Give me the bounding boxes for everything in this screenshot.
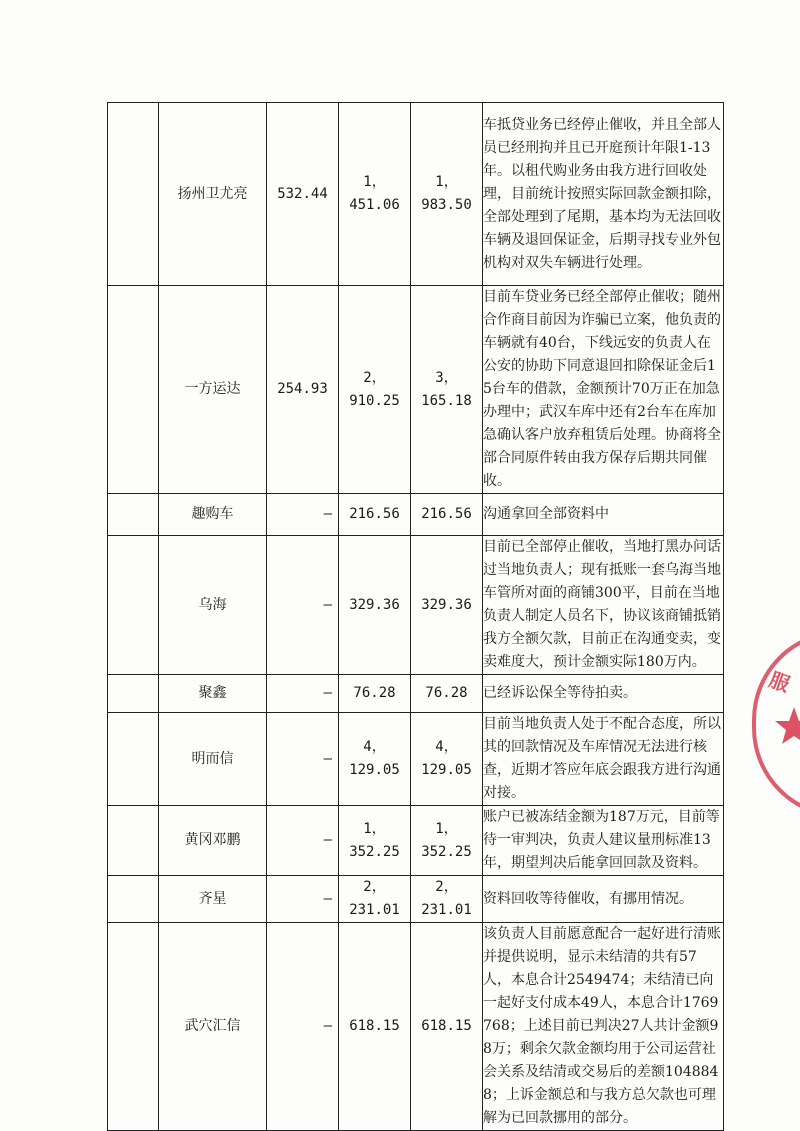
table-row [108, 923, 724, 1131]
amount-1: 254.93 [267, 286, 339, 494]
table-row [108, 536, 724, 675]
table-row [108, 286, 724, 494]
amount-total: 2，231.01 [411, 876, 483, 923]
amount-1: – [267, 806, 339, 876]
amount-total: 216.56 [411, 494, 483, 536]
amount-2: 1，352.25 [339, 806, 411, 876]
status-description: 目前当地负责人处于不配合态度，所以其的回款情况及车库情况无法进行核查，近期才答应年底会跟我方进行沟通对接。 [483, 713, 724, 806]
status-description: 沟通拿回全部资料中 [483, 494, 724, 536]
status-description: 已经诉讼保全等待拍卖。 [483, 675, 724, 713]
partner-name: 乌海 [159, 536, 267, 675]
partner-name: 武穴汇信 [159, 923, 267, 1131]
amount-2: 216.56 [339, 494, 411, 536]
status-description: 该负责人目前愿意配合一起好进行清账并提供说明，显示未结清的共有57人，本息合计2549474；未结清已向一起好支付成本49人，本息合计1769768；上述目前已判决27人共计金额98万；剩余欠款金额均用于公司运营社会关系及结清或交易后的差额1048848；上诉金额总和与我方总欠款也可理解为已回款挪用的部分。 [483, 923, 724, 1131]
blank-cell [108, 675, 159, 713]
blank-cell [108, 286, 159, 494]
seal-text: 服 [765, 667, 793, 697]
table-row [108, 806, 724, 876]
amount-total: 3，165.18 [411, 286, 483, 494]
partner-name: 黄冈邓鹏 [159, 806, 267, 876]
status-description: 目前已全部停止催收，当地打黑办问话过当地负责人；现有抵账一套乌海当地车管所对面的商铺300平，目前在当地负责人制定人员名下，协议该商铺抵销我方全额欠款，目前正在沟通变卖，变卖难度大，预计金额实际180万内。 [483, 536, 724, 675]
amount-total: 618.15 [411, 923, 483, 1131]
amount-1: – [267, 713, 339, 806]
amount-1: – [267, 675, 339, 713]
partner-name: 齐星 [159, 876, 267, 923]
amount-2: 2，910.25 [339, 286, 411, 494]
table-row [108, 494, 724, 536]
status-description: 车抵贷业务已经停止催收，并且全部人员已经刑拘并且已开庭预计年限1-13年。以租代购业务由我方进行回收处理，目前统计按照实际回款金额扣除，全部处理到了尾期，基本均为无法回收车辆及退回保证金，后期寻找专业外包机构对双失车辆进行处理。 [483, 103, 724, 286]
blank-cell [108, 536, 159, 675]
partner-name: 趣购车 [159, 494, 267, 536]
status-description: 账户已被冻结金额为187万元，目前等待一审判决，负责人建议量刑标准13年，期望判决后能拿回回款及资料。 [483, 806, 724, 876]
blank-cell [108, 713, 159, 806]
status-description: 资料回收等待催收，有挪用情况。 [483, 876, 724, 923]
table-row [108, 713, 724, 806]
amount-1: – [267, 494, 339, 536]
amount-2: 618.15 [339, 923, 411, 1131]
table-row [108, 876, 724, 923]
amount-total: 329.36 [411, 536, 483, 675]
amount-total: 1，983.50 [411, 103, 483, 286]
amount-1: 532.44 [267, 103, 339, 286]
company-seal [752, 630, 800, 818]
partner-name: 明而信 [159, 713, 267, 806]
blank-cell [108, 923, 159, 1131]
amount-total: 4，129.05 [411, 713, 483, 806]
amount-total: 1，352.25 [411, 806, 483, 876]
blank-cell [108, 103, 159, 286]
amount-2: 2，231.01 [339, 876, 411, 923]
amount-2: 76.28 [339, 675, 411, 713]
amount-2: 329.36 [339, 536, 411, 675]
partner-name: 扬州卫尤亮 [159, 103, 267, 286]
amount-1: – [267, 536, 339, 675]
table-row [108, 675, 724, 713]
partner-name: 聚鑫 [159, 675, 267, 713]
table-row [108, 103, 724, 286]
blank-cell [108, 806, 159, 876]
blank-cell [108, 494, 159, 536]
blank-cell [108, 876, 159, 923]
status-description: 目前车贷业务已经全部停止催收；随州合作商目前因为诈骗已立案，他负责的车辆就有40台，下线远安的负责人在公安的协助下同意退回扣除保证金后15台车的借款，金额预计70万正在加急办理中；武汉车库中还有2台车在库加急确认客户放弃租赁后处理。协商将全部合同原件转由我方保存后期共同催收。 [483, 286, 724, 494]
amount-1: – [267, 923, 339, 1131]
partner-name: 一方运达 [159, 286, 267, 494]
amount-2: 4，129.05 [339, 713, 411, 806]
amount-1: – [267, 876, 339, 923]
amount-total: 76.28 [411, 675, 483, 713]
collection-status-table [107, 102, 724, 1131]
amount-2: 1，451.06 [339, 103, 411, 286]
